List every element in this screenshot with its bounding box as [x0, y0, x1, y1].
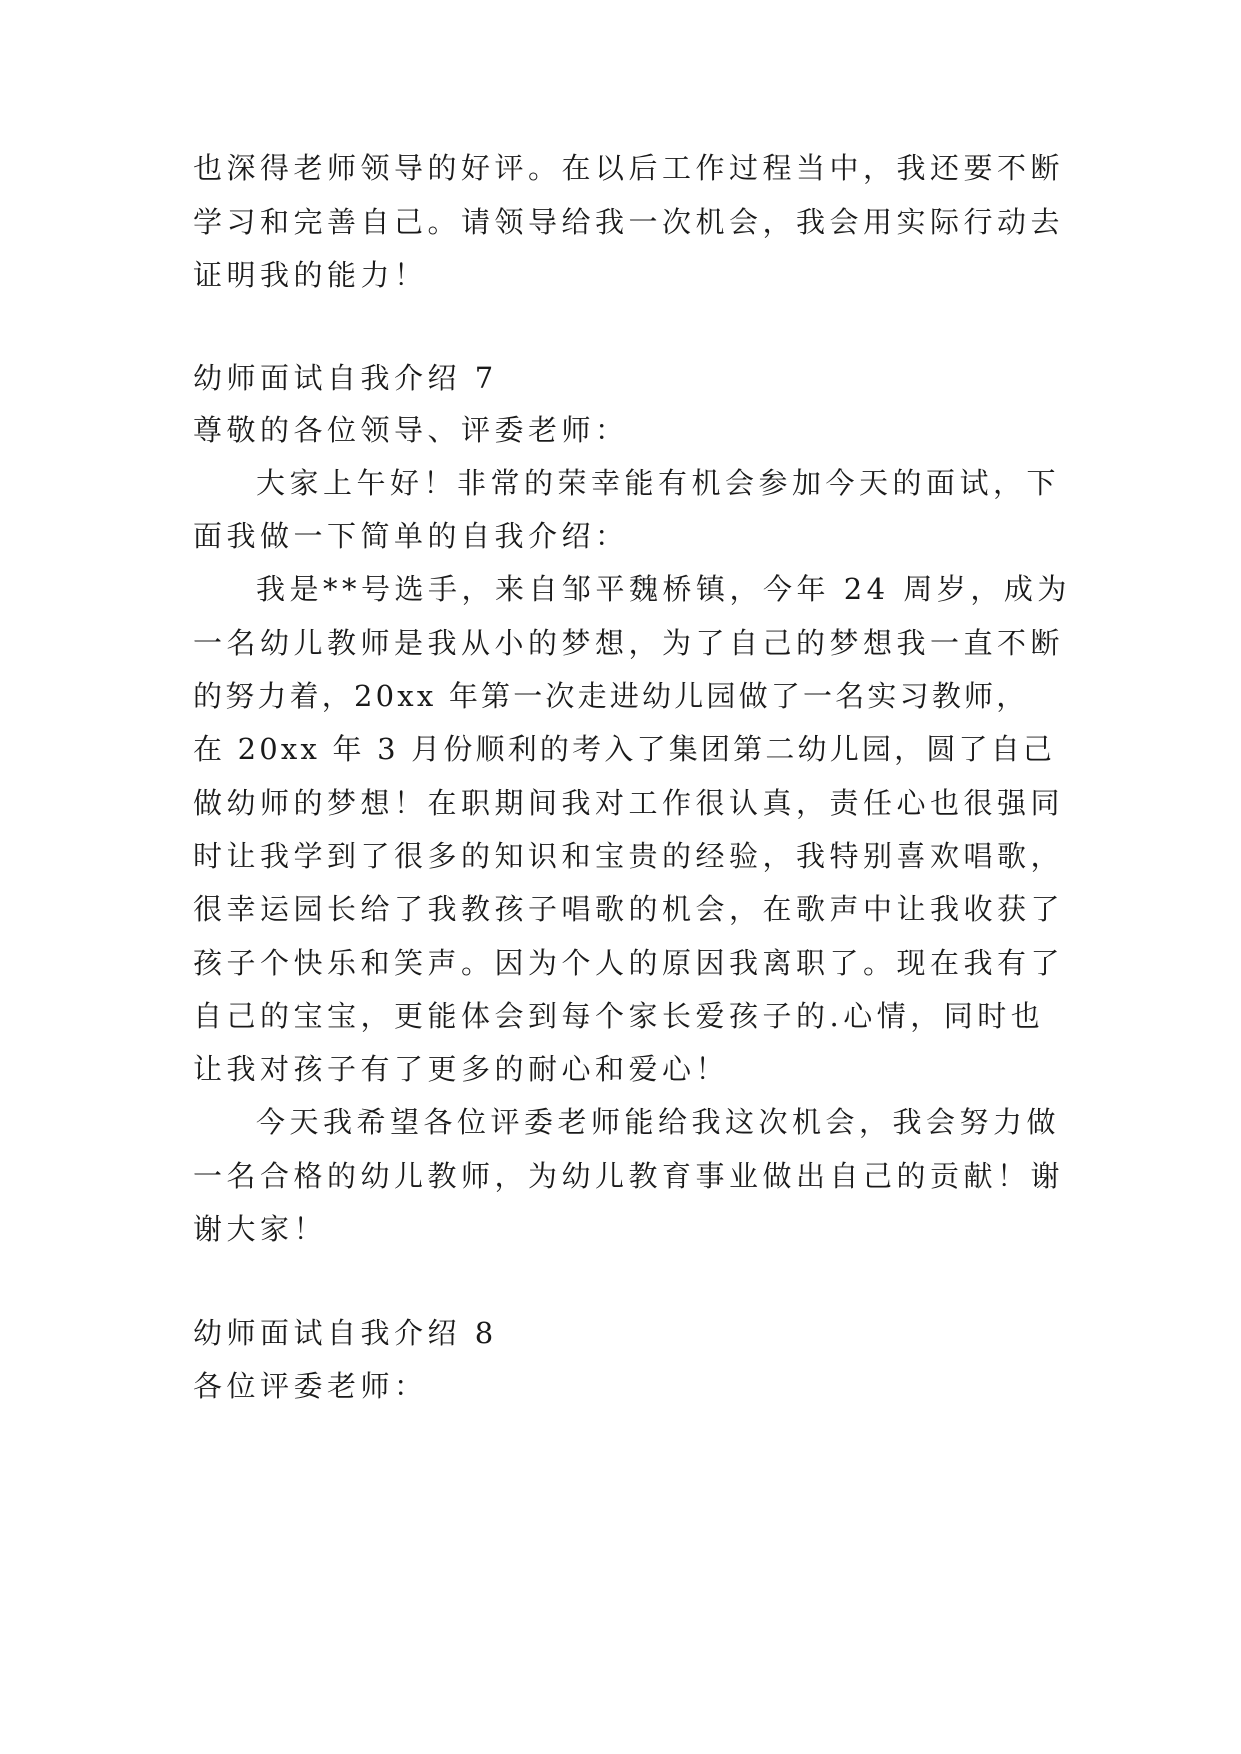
salutation: 尊敬的各位领导、评委老师： [193, 413, 629, 447]
paragraph-line: 学习和完善自己。请领导给我一次机会，我会用实际行动去 [193, 205, 1065, 239]
paragraph-line: 很幸运园长给了我教孩子唱歌的机会，在歌声中让我收获了 [193, 892, 1065, 926]
paragraph-line: 自己的宝宝，更能体会到每个家长爱孩子的.心情，同时也 [193, 999, 1045, 1033]
paragraph-line: 一名合格的幼儿教师，为幼儿教育事业做出自己的贡献！谢 [193, 1159, 1065, 1193]
paragraph-line: 的努力着，20xx 年第一次走进幼儿园做了一名实习教师， [193, 679, 1029, 713]
paragraph-line: 时让我学到了很多的知识和宝贵的经验，我特别喜欢唱歌， [193, 839, 1065, 873]
paragraph-line: 在 20xx 年 3 月份顺利的考入了集团第二幼儿园，圆了自己 [193, 732, 1056, 766]
salutation: 各位评委老师： [193, 1369, 428, 1403]
paragraph-line: 让我对孩子有了更多的耐心和爱心！ [193, 1052, 730, 1086]
paragraph-line: 也深得老师领导的好评。在以后工作过程当中，我还要不断 [193, 151, 1065, 185]
paragraph-line: 证明我的能力！ [193, 258, 428, 292]
section-title: 幼师面试自我介绍 7 [193, 361, 498, 395]
paragraph-line: 面我做一下简单的自我介绍： [193, 519, 629, 553]
paragraph-line: 谢大家！ [193, 1212, 328, 1246]
paragraph-line: 孩子个快乐和笑声。因为个人的原因我离职了。现在我有了 [193, 946, 1065, 980]
paragraph-line: 做幼师的梦想！在职期间我对工作很认真，责任心也很强同 [193, 786, 1065, 820]
section-title: 幼师面试自我介绍 8 [193, 1316, 498, 1350]
paragraph-line: 一名幼儿教师是我从小的梦想，为了自己的梦想我一直不断 [193, 626, 1065, 660]
paragraph-line: 今天我希望各位评委老师能给我这次机会，我会努力做 [256, 1105, 1061, 1139]
paragraph-line: 大家上午好！非常的荣幸能有机会参加今天的面试，下 [256, 466, 1061, 500]
paragraph-line: 我是**号选手，来自邹平魏桥镇，今年 24 周岁，成为 [256, 572, 1071, 606]
